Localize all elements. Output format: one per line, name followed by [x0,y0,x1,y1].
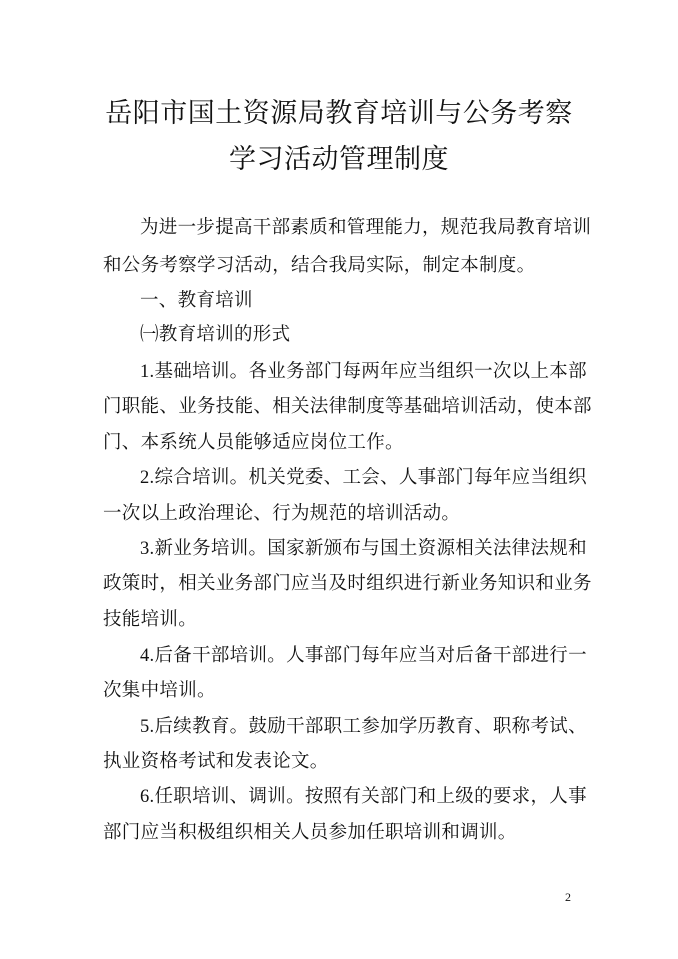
item-4-number: 4. [140,646,155,666]
item-4-line-2: 次集中培训。 [103,680,216,701]
item-1-text-1: 基础培训。各业务部门每两年应当组织一次以上本部 [154,361,587,382]
document-title-line-2: 学习活动管理制度 [229,144,449,175]
item-5-line-1 [140,715,587,739]
item-4-text-1: 后备干部培训。人事部门每年应当对后备干部进行一 [154,645,587,666]
item-4-line-1 [140,644,587,668]
item-3-line-2: 政策时，相关业务部门应当及时组织进行新业务知识和业务 [103,573,592,594]
item-5-text-1: 后续教育。鼓励干部职工参加学历教育、职称考试、 [154,716,587,737]
item-1-line-3: 门、本系统人员能够适应岗位工作。 [103,432,404,453]
item-6-number: 6. [140,787,155,807]
document-title-line-1: 岳阳市国土资源局教育培训与公务考察 [105,98,573,129]
item-3-text-1: 新业务培训。国家新颁布与国土资源相关法律法规和 [154,538,587,559]
item-1-line-1 [140,360,587,384]
item-6-line-1 [140,785,587,809]
intro-line-1: 为进一步提高干部素质和管理能力，规范我局教育培训 [140,217,592,238]
item-2-text-1: 综合培训。机关党委、工会、人事部门每年应当组织 [154,467,587,488]
item-1-line-2: 门职能、业务技能、相关法律制度等基础培训活动，使本部 [103,396,592,417]
page-number: 2 [565,890,571,904]
item-3-line-3: 技能培训。 [103,609,198,630]
subsection-1-heading: ㈠教育培训的形式 [140,324,291,345]
item-2-line-2: 一次以上政治理论、行为规范的培训活动。 [103,503,461,524]
item-3-line-1 [140,537,587,561]
section-1-heading: 一、教育培训 [140,290,253,311]
item-3-number: 3. [140,539,155,559]
intro-line-2: 和公务考察学习活动，结合我局实际，制定本制度。 [103,255,536,276]
item-5-line-2: 执业资格考试和发表论文。 [103,751,329,772]
item-5-number: 5. [140,717,155,737]
item-6-text-1: 任职培训、调训。按照有关部门和上级的要求，人事 [154,786,587,807]
item-2-number: 2. [140,468,155,488]
item-1-number: 1. [140,362,155,382]
item-2-line-1 [140,466,587,490]
item-6-line-2: 部门应当积极组织相关人员参加任职培训和调训。 [103,822,517,843]
